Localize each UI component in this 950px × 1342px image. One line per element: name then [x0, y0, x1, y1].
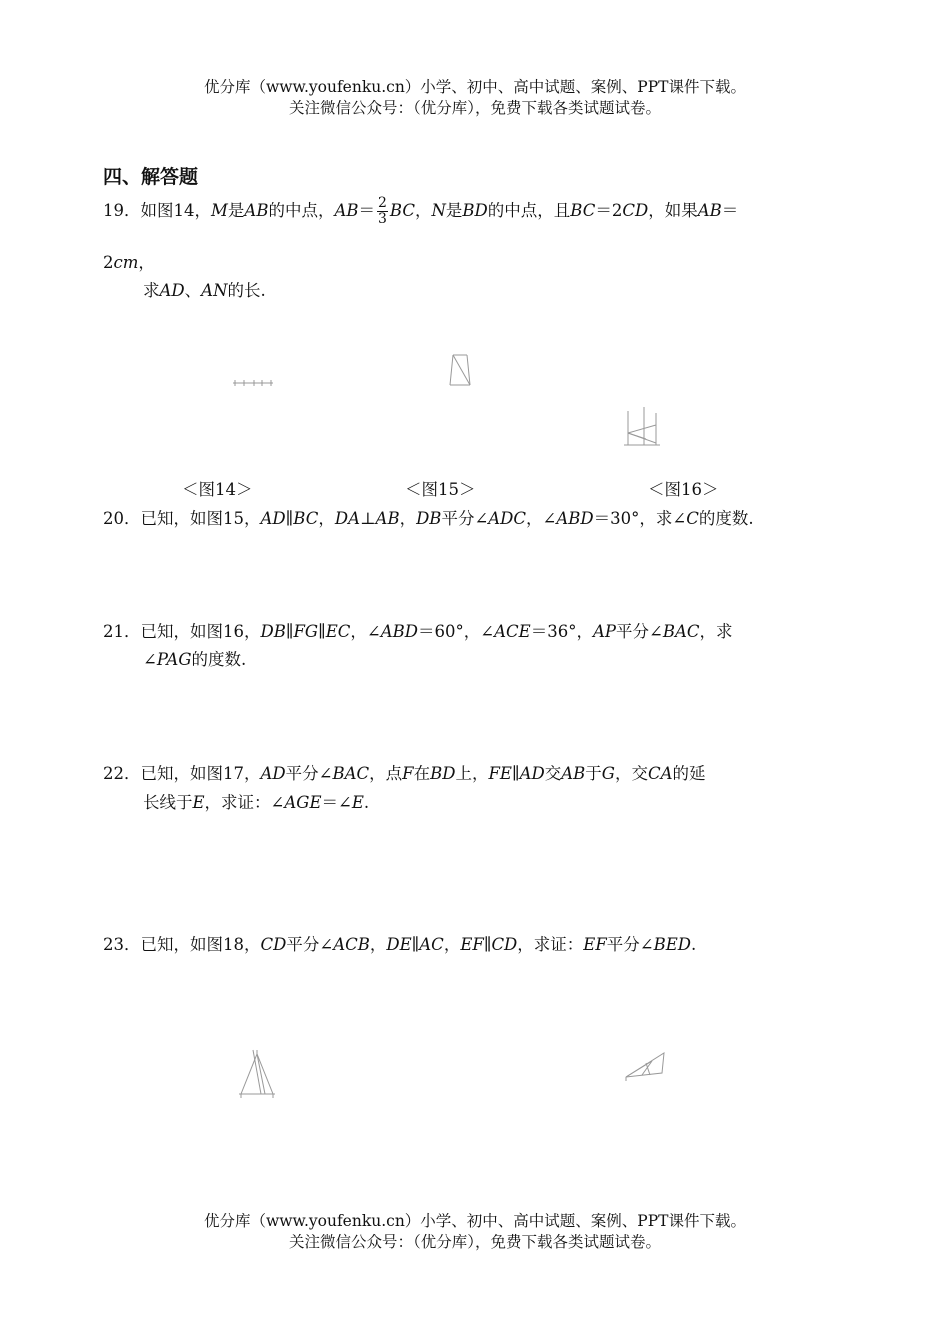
problem-22-line-2: 长线于E，求证：∠AGE＝∠E.: [143, 793, 370, 812]
problem-19-line-2: 2cm，: [103, 253, 155, 272]
problem-23: 23．已知，如图18，CD平分∠ACB，DE∥AC，EF∥CD，求证：EF平分∠BED.: [103, 935, 697, 954]
footer-line-2: 关注微信公众号：（优分库），免费下载各类试题试卷。: [288, 1233, 661, 1251]
header-line-2: 关注微信公众号：（优分库），免费下载各类试题试卷。: [288, 99, 661, 117]
problem-21-line-2: ∠PAG的度数.: [143, 650, 247, 669]
fig17-triangle: [237, 1048, 277, 1100]
header-line-1: 优分库（www.youfenku.cn）小学、初中、高中试题、案例、PPT课件下载。: [203, 78, 747, 96]
caption-fig-15: ＜图15＞: [405, 480, 476, 499]
fig14-segment: [232, 376, 274, 388]
problem-22-line-1: 22．已知，如图17，AD平分∠BAC，点F在BD上，FE∥AD交AB于G，交CA的延: [103, 764, 706, 783]
footer-line-1: 优分库（www.youfenku.cn）小学、初中、高中试题、案例、PPT课件下载。: [203, 1212, 747, 1230]
problem-21-line-1: 21．已知，如图16，DB∥FG∥EC，∠ABD＝60°，∠ACE＝36°，AP平分∠BAC，求: [103, 622, 733, 641]
fig18-triangle: [622, 1049, 668, 1083]
section-title: 四、解答题: [103, 166, 199, 188]
problem-20: 20．已知，如图15，AD∥BC，DA⊥AB，DB平分∠ADC，∠ABD＝30°，求∠C的度数.: [103, 509, 754, 528]
caption-fig-14: ＜图14＞: [182, 480, 253, 499]
problem-19-line-3: 求AD、AN的长.: [143, 281, 266, 300]
problem-19-line-1: 19．如图14，M是AB的中点，AB＝ $\frac{2}{3}$ BC，N是BD的中点，且BC＝2CD，如果AB＝: [103, 195, 739, 227]
fraction-two-thirds: $\frac{2}{3}$: [378, 195, 387, 227]
fig16-parallel-lines: [622, 403, 664, 449]
caption-fig-16: ＜图16＞: [648, 480, 719, 499]
fig15-trapezoid: [448, 351, 472, 389]
